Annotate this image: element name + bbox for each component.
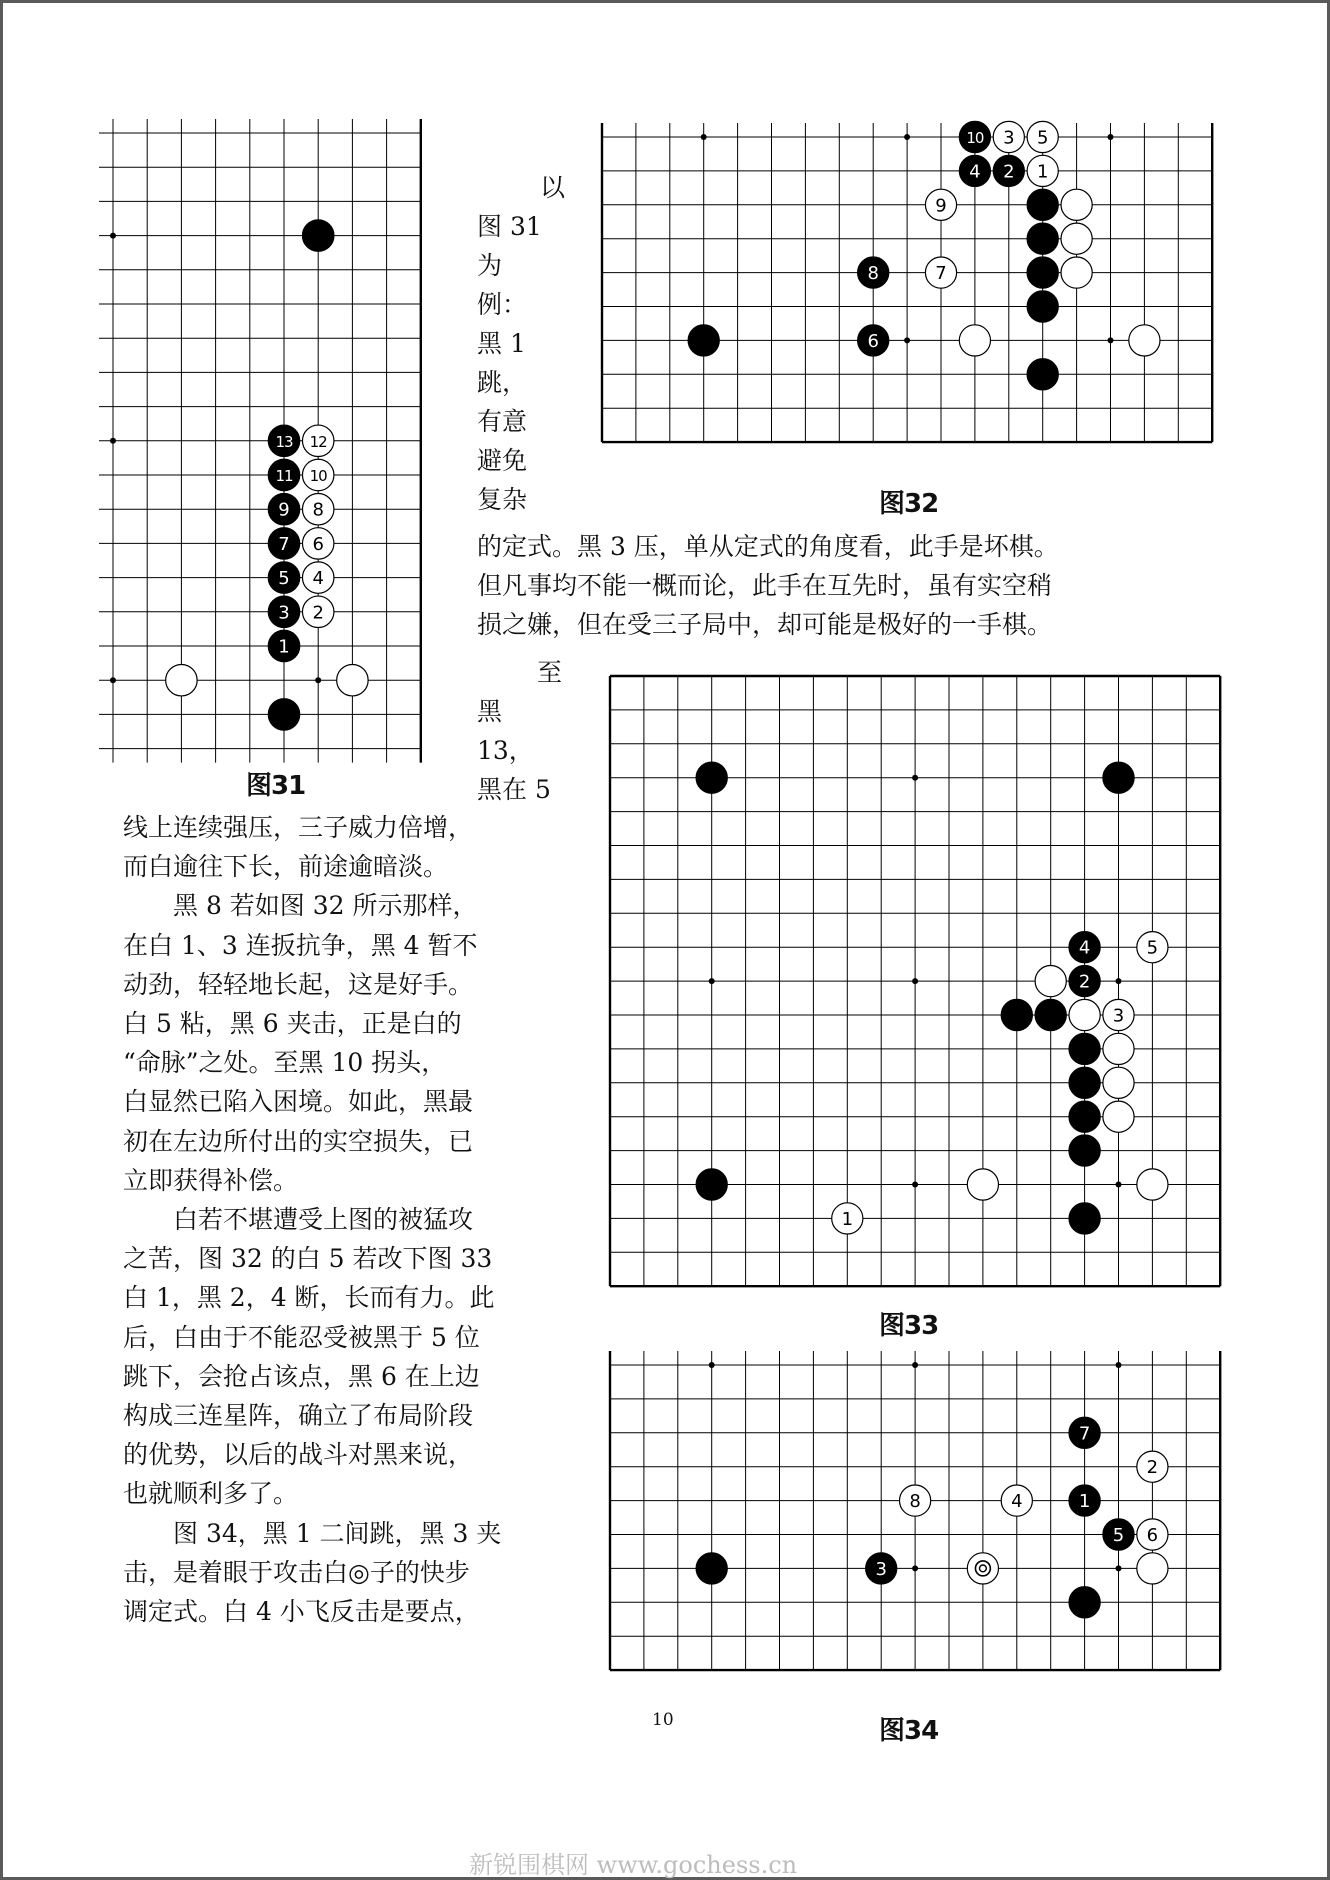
stone-label: 5 [278, 568, 290, 590]
white-stone [1061, 189, 1092, 220]
text-line: 线上连续强压，三子威力倍增， [123, 813, 474, 842]
stone-label: 1 [278, 636, 290, 658]
white-stone [1035, 966, 1066, 997]
star-point [912, 775, 918, 781]
figure-caption-32: 图32 [879, 489, 939, 519]
black-stone [1069, 1067, 1100, 1098]
black-stone [688, 325, 719, 356]
black-stone [1027, 291, 1058, 322]
stone-label: 12 [309, 432, 327, 451]
stone-disc [1137, 1169, 1168, 1200]
page-number: 10 [652, 1710, 674, 1730]
white-stone [967, 1169, 998, 1200]
black-stone [858, 257, 889, 288]
column-line: 黑 [477, 697, 503, 726]
white-stone [993, 121, 1024, 152]
black-stone [302, 220, 333, 251]
black-stone [1069, 1587, 1100, 1618]
black-stone [993, 155, 1024, 186]
text-line: 的定式。黑 3 压，单从定式的角度看，此手是坏棋。 [477, 532, 1059, 561]
white-stone [1103, 1033, 1134, 1064]
text-line: 白 1，黑 2，4 断，长而有力。此 [123, 1283, 495, 1313]
column-line: 避免 [477, 446, 528, 475]
text-line: 图 34，黑 1 二间跳，黑 3 夹 [123, 1518, 502, 1548]
black-stone [268, 562, 299, 593]
star-point [904, 134, 910, 140]
stone-label: 8 [312, 499, 324, 521]
white-stone [302, 459, 333, 490]
white-stone [302, 562, 333, 593]
white-stone [967, 1553, 998, 1584]
stone-label: 1 [1078, 1491, 1091, 1513]
black-stone [268, 425, 299, 456]
text-line: 的优势，以后的战斗对黑来说， [123, 1440, 474, 1470]
text-line: 损之嫌，但在受三子局中，却可能是极好的一手棋。 [477, 610, 1053, 639]
white-stone [1137, 932, 1168, 963]
star-point [709, 978, 715, 984]
stone-label: 7 [1078, 1423, 1091, 1445]
stone-label: 1 [1036, 161, 1049, 183]
fig32-grid [602, 123, 1212, 442]
star-point [1108, 337, 1114, 343]
text-line: 白 5 粘，黑 6 夹击，正是白的 [123, 1009, 462, 1038]
black-stone [858, 325, 889, 356]
text-line: 白显然已陷入困境。如此，黑最 [123, 1087, 474, 1117]
star-point [1116, 1362, 1122, 1368]
stone-disc [1027, 223, 1058, 254]
black-stone [1069, 1203, 1100, 1234]
stone-disc [1103, 1067, 1134, 1098]
white-stone [925, 257, 956, 288]
white-stone [302, 493, 333, 524]
white-stone [1103, 1101, 1134, 1132]
figure-caption-33: 图33 [879, 1311, 939, 1341]
book-page [3, 3, 1327, 1877]
star-point [110, 438, 116, 444]
text-line: 初在左边所付出的实空损失，已 [123, 1126, 474, 1156]
white-stone [959, 325, 990, 356]
stone-label: 4 [1011, 1491, 1023, 1513]
white-stone [900, 1485, 931, 1516]
stone-disc [1137, 1553, 1168, 1584]
text-line: 构成三连星阵，确立了布局阶段 [123, 1401, 474, 1430]
star-point [912, 1362, 918, 1368]
text-line: 而白逾往下长，前途逾暗淡。 [123, 852, 449, 882]
stone-disc [1103, 762, 1134, 793]
column-line: 至 [537, 658, 563, 687]
stone-label: 2 [1003, 161, 1015, 183]
star-point [904, 337, 910, 343]
column-line: 跳， [477, 368, 528, 397]
stone-label: 6 [1146, 1525, 1159, 1546]
stone-label: 8 [909, 1491, 921, 1513]
column-line: 13， [477, 736, 534, 765]
text-line: 之苦，图 32 的白 5 若改下图 33 [123, 1244, 493, 1274]
white-stone [1027, 155, 1058, 186]
white-stone [1137, 1451, 1168, 1482]
go-diagram-fig34 [603, 1362, 1223, 1694]
stone-disc [1001, 999, 1032, 1030]
narrow-text-column-2 [477, 653, 563, 809]
stone-disc [1027, 291, 1058, 322]
black-stone [696, 1553, 727, 1584]
white-stone [1137, 1519, 1168, 1550]
black-stone [959, 155, 990, 186]
black-stone [1035, 999, 1066, 1030]
white-stone [832, 1203, 863, 1234]
text-line: 跳下，会抢占该点，黑 6 在上边 [123, 1361, 480, 1391]
column-line: 黑在 5 [477, 775, 551, 804]
black-stone [1027, 223, 1058, 254]
black-stone [1103, 1519, 1134, 1550]
white-stone [302, 425, 333, 456]
black-stone [1069, 966, 1100, 997]
black-stone [1069, 1135, 1100, 1166]
stone-disc [1061, 257, 1092, 288]
narrow-text-column [477, 168, 566, 519]
stone-label: 4 [312, 568, 324, 590]
stone-disc [1069, 999, 1100, 1030]
white-stone [337, 664, 368, 695]
black-stone [268, 699, 299, 730]
stone-label: 10 [966, 129, 984, 147]
white-stone [1001, 1485, 1032, 1516]
star-point [1108, 134, 1114, 140]
text-line: 但凡事均不能一概而论，此手在互先时，虽有实空稍 [477, 571, 1053, 600]
black-stone [268, 528, 299, 559]
stone-disc [1129, 325, 1160, 356]
star-point [110, 677, 116, 683]
stone-disc [959, 325, 990, 356]
text-line: 也就顺利多了。 [123, 1479, 299, 1509]
figure-caption-31: 图31 [246, 771, 306, 801]
star-point [1116, 978, 1122, 984]
black-stone [1027, 359, 1058, 390]
figure-caption-34: 图34 [879, 1716, 939, 1746]
black-stone [268, 596, 299, 627]
black-stone [959, 121, 990, 152]
black-stone [268, 630, 299, 661]
black-stone [866, 1553, 897, 1584]
text-line: 击，是着眼于攻击白◎子的快步 [123, 1557, 470, 1587]
stone-disc [696, 1169, 727, 1200]
stone-disc [967, 1169, 998, 1200]
text-line: 白若不堪遭受上图的被猛攻 [123, 1205, 474, 1234]
black-stone [696, 762, 727, 793]
stone-disc [1069, 1203, 1100, 1234]
text-line: 后，白由于不能忍受被黑于 5 位 [123, 1322, 480, 1352]
stone-label: 2 [1078, 971, 1091, 993]
stone-label: 4 [969, 161, 981, 183]
stone-label: 7 [935, 263, 947, 285]
stone-label: 9 [935, 195, 947, 217]
stone-label: 4 [1078, 937, 1091, 959]
watermark: 新锐围棋网 www.gochess.cn [469, 1851, 798, 1879]
stone-disc [1069, 1101, 1100, 1132]
star-point [1116, 1182, 1122, 1188]
go-diagram-fig33 [603, 671, 1223, 1291]
stone-label: 3 [1003, 127, 1015, 149]
stone-disc [302, 220, 333, 251]
white-stone [925, 189, 956, 220]
black-stone [1069, 1033, 1100, 1064]
text-line: 调定式。白 4 小飞反击是要点， [123, 1597, 480, 1626]
stone-label: 1 [841, 1208, 854, 1230]
go-diagram-fig32 [599, 127, 1219, 465]
stone-label: 3 [1112, 1005, 1125, 1027]
column-line: 有意 [477, 407, 528, 436]
black-stone [1103, 762, 1134, 793]
black-stone [696, 1169, 727, 1200]
black-stone [268, 459, 299, 490]
column-line: 例： [477, 290, 528, 319]
white-stone [1137, 1553, 1168, 1584]
white-stone [1129, 325, 1160, 356]
stone-label: 6 [312, 533, 324, 555]
stone-disc [1027, 359, 1058, 390]
white-stone [1103, 1067, 1134, 1098]
white-stone [1061, 257, 1092, 288]
column-line: 为 [477, 251, 503, 280]
stone-disc [1061, 189, 1092, 220]
column-line: 复杂 [477, 485, 528, 514]
white-stone [1137, 1169, 1168, 1200]
stone-label: 3 [875, 1558, 887, 1580]
black-stone [1027, 257, 1058, 288]
stone-disc [1035, 999, 1066, 1030]
stone-label: 10 [309, 467, 327, 485]
star-point [110, 233, 116, 239]
black-stone [1069, 932, 1100, 963]
stone-disc [696, 1553, 727, 1584]
stone-disc [1027, 189, 1058, 220]
black-stone [1027, 189, 1058, 220]
stone-disc [696, 762, 727, 793]
star-point [912, 1565, 918, 1571]
text-line: 黑 8 若如图 32 所示那样， [123, 891, 478, 921]
stone-label: 9 [278, 499, 290, 521]
black-stone [1069, 1485, 1100, 1516]
column-line: 以 [540, 173, 566, 202]
stone-disc [1103, 1101, 1134, 1132]
stone-disc [688, 325, 719, 356]
stone-label: 13 [275, 432, 293, 451]
star-point [1116, 1565, 1122, 1571]
black-stone [1001, 999, 1032, 1030]
white-stone [302, 596, 333, 627]
stone-label: 7 [278, 533, 290, 555]
stone-label: 5 [1146, 937, 1159, 959]
star-point [912, 1182, 918, 1188]
stone-disc [1035, 966, 1066, 997]
white-stone [1027, 121, 1058, 152]
star-point [315, 677, 321, 683]
column-line: 黑 1 [477, 329, 526, 358]
black-stone [1069, 1417, 1100, 1448]
stone-disc [166, 664, 197, 695]
star-point [701, 134, 707, 140]
stone-disc [1103, 1033, 1134, 1064]
text-line: 动劲，轻轻地长起，这是好手。 [123, 969, 474, 999]
stone-disc [1069, 1033, 1100, 1064]
white-stone [1069, 999, 1100, 1030]
fig31-grid [99, 119, 421, 763]
white-stone [1061, 223, 1092, 254]
stone-label: 3 [278, 602, 290, 624]
white-stone [166, 664, 197, 695]
black-stone [268, 493, 299, 524]
star-point [709, 1362, 715, 1368]
star-point [912, 978, 918, 984]
stone-label: 11 [275, 467, 293, 485]
stone-disc [1027, 257, 1058, 288]
black-stone [1069, 1101, 1100, 1132]
stone-disc [1069, 1587, 1100, 1618]
stone-label: 5 [1036, 127, 1049, 149]
stone-disc [1061, 223, 1092, 254]
text-line: 立即获得补偿。 [123, 1165, 299, 1195]
stone-disc [1069, 1067, 1100, 1098]
stone-label: 2 [312, 602, 324, 624]
stone-disc [1069, 1135, 1100, 1166]
stone-label: 8 [867, 263, 879, 285]
stone-disc [268, 699, 299, 730]
white-stone [302, 528, 333, 559]
column-line: 图 31 [477, 212, 542, 241]
white-stone [1103, 999, 1134, 1030]
text-line: 在白 1、3 连扳抗争，黑 4 暂不 [123, 930, 478, 960]
stone-disc [337, 664, 368, 695]
stone-label: 5 [1112, 1525, 1125, 1546]
stone-label: 2 [1146, 1457, 1159, 1479]
stone-label: ◎ [982, 1567, 984, 1569]
go-diagram-fig31 [109, 129, 439, 749]
stone-label: 6 [867, 330, 879, 352]
text-line: “命脉”之处。至黑 10 拐头， [123, 1048, 447, 1078]
